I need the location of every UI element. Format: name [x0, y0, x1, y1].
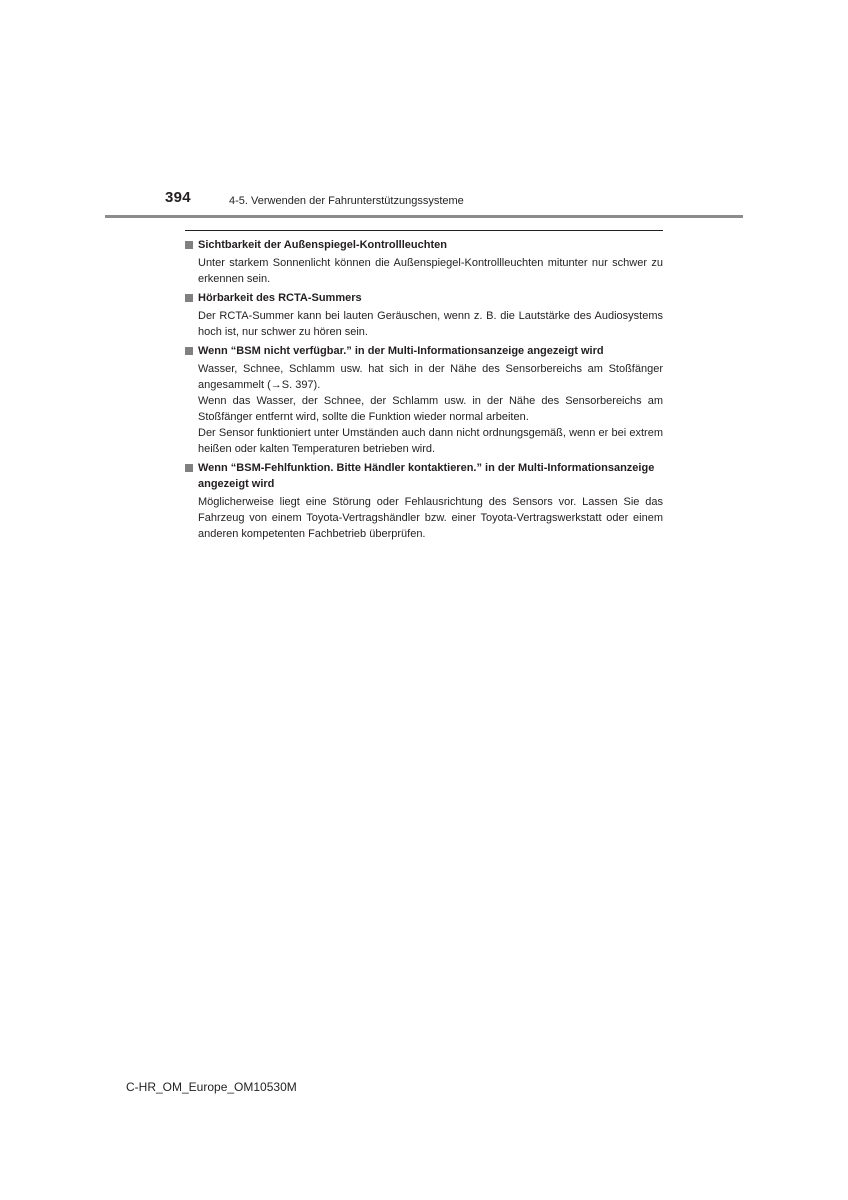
content-top-rule	[185, 230, 663, 231]
header-rule	[105, 215, 743, 218]
square-bullet-icon	[185, 464, 193, 472]
page-number: 394	[165, 189, 191, 206]
section-heading-bsm-unavailable	[185, 343, 663, 359]
section-body: Möglicherweise liegt eine Störung oder Fehlausrichtung des Sensors vor. Lassen Sie das Fahrzeug von einem Toyota-Vertragshändler bzw. einer Toyota-Vertragswerkstatt oder einem anderen kompetenten Fachbetrieb überprüfen.	[198, 496, 663, 540]
square-bullet-icon	[185, 241, 193, 249]
section-body: Wasser, Schnee, Schlamm usw. hat sich in der Nähe des Sensorbereichs am Stoßfänger angesammelt (→S. 397). Wenn das Wasser, der Schnee, der Schlamm usw. in der Nähe des Sensorbereichs am Stoßfänger entfernt wird, sollte die Funktion wieder normal arbeiten. Der Sensor funktioniert unter Umständen auch dann nicht ordnungsgemäß, wenn er bei extrem heißen oder kalten Temperaturen betrieben wird.	[198, 363, 663, 455]
section-heading-mirror-indicator-visibility	[185, 237, 663, 253]
section-body: Unter starkem Sonnenlicht können die Außenspiegel-Kontrollleuchten mitunter nur schwer zu erkennen sein.	[198, 257, 663, 285]
section-title: 4-5. Verwenden der Fahrunterstützungssysteme	[229, 195, 464, 207]
section-heading-bsm-malfunction	[185, 460, 663, 492]
section-heading-text: Wenn “BSM nicht verfügbar.” in der Multi-Informationsanzeige angezeigt wird	[198, 345, 604, 357]
section-heading-text: Hörbarkeit des RCTA-Summers	[198, 292, 362, 304]
section-heading-text: Wenn “BSM-Fehlfunktion. Bitte Händler kontaktieren.” in der Multi-Informationsanzeige angezeigt wird	[198, 462, 655, 490]
square-bullet-icon	[185, 294, 193, 302]
section-heading-rcta-buzzer	[185, 290, 663, 306]
square-bullet-icon	[185, 347, 193, 355]
section-body: Der RCTA-Summer kann bei lauten Geräuschen, wenn z. B. die Lautstärke des Audiosystems hoch ist, nur schwer zu hören sein.	[198, 310, 663, 338]
footer-document-code: C-HR_OM_Europe_OM10530M	[126, 1080, 297, 1094]
content-area	[185, 237, 663, 542]
section-heading-text: Sichtbarkeit der Außenspiegel-Kontrollleuchten	[198, 239, 447, 251]
